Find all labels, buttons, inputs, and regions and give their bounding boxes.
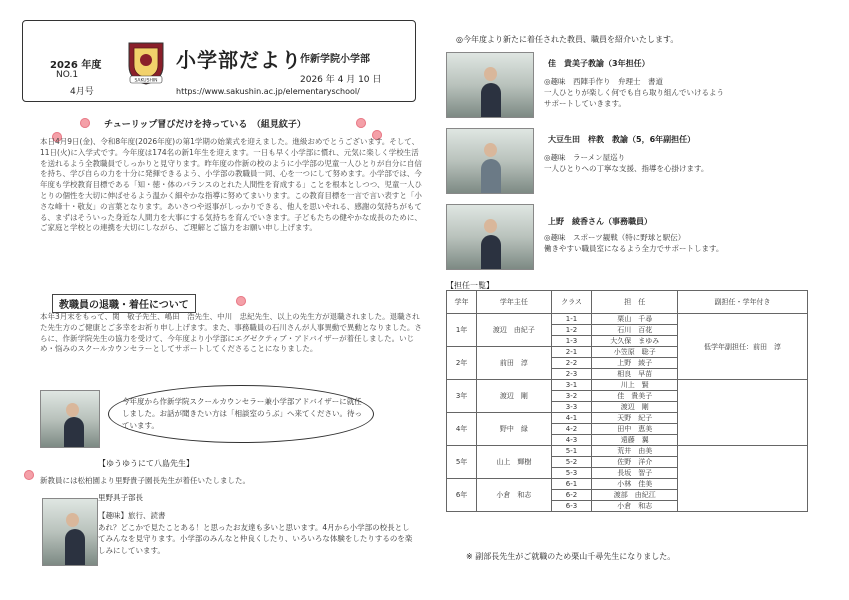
table-row (447, 446, 808, 457)
grade-cell: 3年 (447, 380, 477, 413)
grade-cell: 1年 (447, 314, 477, 347)
class-cell: 1-2 (551, 325, 592, 336)
homeroom-table-caption: 【担任一覧】 (446, 281, 494, 290)
teacher-cell: 田中 恵美 (592, 424, 678, 435)
teacher-cell: 佐野 洋介 (592, 457, 678, 468)
col-header-chief: 学年主任 (477, 291, 551, 314)
school-name: 作新学院小学部 (300, 54, 370, 65)
table-row (447, 314, 808, 325)
staff-photo-1 (446, 52, 534, 118)
flower-icon (24, 470, 34, 480)
article-body: 本日4月9日(金)、令和8年度(2026年度)の第1学期の始業式を迎えました。進級おめでとうございます。そして、11日(火)に入学式です。今年度は174名の新1年生を迎えます。一日も早く小学部に慣れ、元気に楽しく学校生活を送れるよう全教職員でしっかりと見守ります。昨年度の作新の校のように小学部の児童一人ひとりが自分に自信を持ち、学び自らの力を十分に発揮できるよう、小学部の教職員一同、心を一つにして努めます。小学部では、今年度も学校教育目標である「知・徳・体のバランスのとれた人間性を育成する」ことを根本としつつ、児童一人ひとりの個性を大切に伸ばせるよう温かく細やかな指導に努めてまいります。この教育目標を一言で言い表すと「小さな峰十・敬友」の言葉となります。あいさつや返事がしっかりできる、他人を思いやれる、感謝の気持ちがもてる、まずはそういった身近な人間力を大事にする気持ちを育んでいきます。子どもたちの健やかな成長のために、ご家庭と学校との連携を大切にしながら、ご理解とご協力をお願い申し上げます。 (40, 137, 422, 233)
homeroom-table (446, 290, 808, 512)
teacher-cell: 小林 佳美 (592, 479, 678, 490)
staff-name-3: 上野 綾香さん（事務職員） (548, 217, 652, 226)
teacher-cell: 長坂 智子 (592, 468, 678, 479)
teacher-cell: 荒井 由美 (592, 446, 678, 457)
class-cell: 4-1 (551, 413, 592, 424)
table-row (447, 380, 808, 391)
deputy-cell (678, 380, 808, 446)
flower-icon (236, 296, 246, 306)
class-cell: 5-3 (551, 468, 592, 479)
teacher-cell: 相良 早苗 (592, 369, 678, 380)
grade-chief-cell: 山上 輝樹 (477, 446, 551, 479)
publication-date: 2026 年 4 月 10 日 (300, 75, 382, 85)
grade-cell: 5年 (447, 446, 477, 479)
teacher-cell: 小倉 和志 (592, 501, 678, 512)
new-staff-section-intro: ◎今年度より新たに着任された教員、職員を紹介いたします。 (456, 35, 679, 44)
issue-year: 2026 年度 (50, 60, 102, 71)
teacher-cell: 小笠原 聡子 (592, 347, 678, 358)
school-crest-logo (126, 40, 166, 86)
grade-cell: 6年 (447, 479, 477, 512)
new-staff-name: 里野具子部長 (98, 493, 143, 502)
grade-chief-cell: 渡辺 由紀子 (477, 314, 551, 347)
class-cell: 1-1 (551, 314, 592, 325)
class-cell: 6-3 (551, 501, 592, 512)
class-cell: 4-3 (551, 435, 592, 446)
class-cell: 1-3 (551, 336, 592, 347)
teacher-cell: 川上 賢 (592, 380, 678, 391)
class-cell: 2-2 (551, 358, 592, 369)
grade-chief-cell: 野中 緑 (477, 413, 551, 446)
class-cell: 4-2 (551, 424, 592, 435)
teacher-cell: 栗山 千尋 (592, 314, 678, 325)
new-staff-intro: 新教員には松柏園より里野貴子園長先生が着任いたしました。 (40, 476, 250, 485)
issue-month: 4月号 (70, 87, 94, 97)
teacher-cell: 渡部 由紀江 (592, 490, 678, 501)
speech-bubble-text: 今年度から作新学院スクールカウンセラー兼小学部アドバイザーに就任しました。お話が聞きたい方は「相談室のうぶ」へ来てください。待っています。 (122, 397, 362, 430)
teacher-cell: 佳 貴美子 (592, 391, 678, 402)
teacher-cell: 遠藤 翼 (592, 435, 678, 446)
class-cell: 5-2 (551, 457, 592, 468)
school-url-link[interactable]: https://www.sakushin.ac.jp/elementaryschool/ (176, 87, 360, 96)
staff-desc-3: ◎趣味 スポーツ観戦（特に野球と駅伝） 働きやすい職員室になるよう全力でサポートします。 (544, 233, 724, 253)
teacher-cell: 石川 百花 (592, 325, 678, 336)
staff-changes-body: 本年3月末をもって、関 敬子先生、嶋田 浩先生、中川 忠紀先生、以上の先生方が退職されました。退職された先生方のご健康とご多幸をお祈り申し上げます。また、事務職員の石川さんが人事異動で異動となりました。さらに、作新学院先生の協力を受けて、今年度より小学部にエグゼクティブ・アドバイザーが着任しました。いじめ・悩みのスクールカウンセラーとしてサポートしてくださることになりました。 (40, 312, 422, 354)
counselor-photo (40, 390, 100, 448)
staff-photo-2 (446, 128, 534, 194)
col-header-grade: 学年 (447, 291, 477, 314)
section-heading-staff-changes: 教職員の退職・着任について (52, 294, 196, 313)
staff-desc-1: ◎趣味 西陣手作り 弁理士 書道 一人ひとりが楽しく何でも自ら取り組んでいけるよう サポートしていきます。 (544, 77, 724, 108)
crest-text: SAKUSHIN (134, 78, 158, 84)
col-header-class: クラス (551, 291, 592, 314)
photo-caption: 【ゆうゆうにて八島先生】 (98, 459, 194, 468)
teacher-cell: 渡辺 剛 (592, 402, 678, 413)
teacher-cell: 上野 綾子 (592, 358, 678, 369)
article-title: チューリップ冒びだけを持っている （組見紋子） (104, 120, 306, 130)
principal-photo (42, 498, 98, 566)
staff-name-2: 大豆生田 梓教 教諭（5，6年副担任） (548, 135, 696, 144)
teacher-cell: 大久保 まゆみ (592, 336, 678, 347)
deputy-cell (678, 446, 808, 512)
class-cell: 6-2 (551, 490, 592, 501)
class-cell: 3-3 (551, 402, 592, 413)
grade-chief-cell: 渡辺 剛 (477, 380, 551, 413)
grade-chief-cell: 前田 淳 (477, 347, 551, 380)
class-cell: 2-3 (551, 369, 592, 380)
class-cell: 2-1 (551, 347, 592, 358)
col-header-deputy: 副担任・学年付き (678, 291, 808, 314)
staff-photo-3 (446, 204, 534, 270)
staff-name-1: 佳 貴美子教諭（3年担任） (548, 59, 650, 68)
class-cell: 3-1 (551, 380, 592, 391)
grade-cell: 4年 (447, 413, 477, 446)
principal-hobby-text: 【趣味】旅行、読書 あれ？どこかで見たことある！と思ったお友達も多いと思います。4月から小学部の校長としてみんなを見守ります。小学部のみんなと仲良くしたり、いろいろな体験をしたりするのを楽しみにしています。 (98, 511, 413, 555)
grade-chief-cell: 小倉 和志 (477, 479, 551, 512)
flower-icon (80, 118, 90, 128)
flower-icon (356, 118, 366, 128)
grade-cell: 2年 (447, 347, 477, 380)
issue-number: NO.1 (56, 70, 79, 80)
deputy-cell: 低学年副担任：前田 淳 (678, 314, 808, 380)
staff-desc-2: ◎趣味 ラーメン屋巡り 一人ひとりへの丁寧な支援、指導を心掛けます。 (544, 153, 709, 173)
class-cell: 6-1 (551, 479, 592, 490)
teacher-cell: 天野 紀子 (592, 413, 678, 424)
class-cell: 5-1 (551, 446, 592, 457)
col-header-teacher: 担 任 (592, 291, 678, 314)
table-footnote: ※ 副部長先生がご就職のため栗山千尋先生になりました。 (466, 552, 676, 561)
newsletter-title: 小学部だより (176, 48, 302, 72)
class-cell: 3-2 (551, 391, 592, 402)
